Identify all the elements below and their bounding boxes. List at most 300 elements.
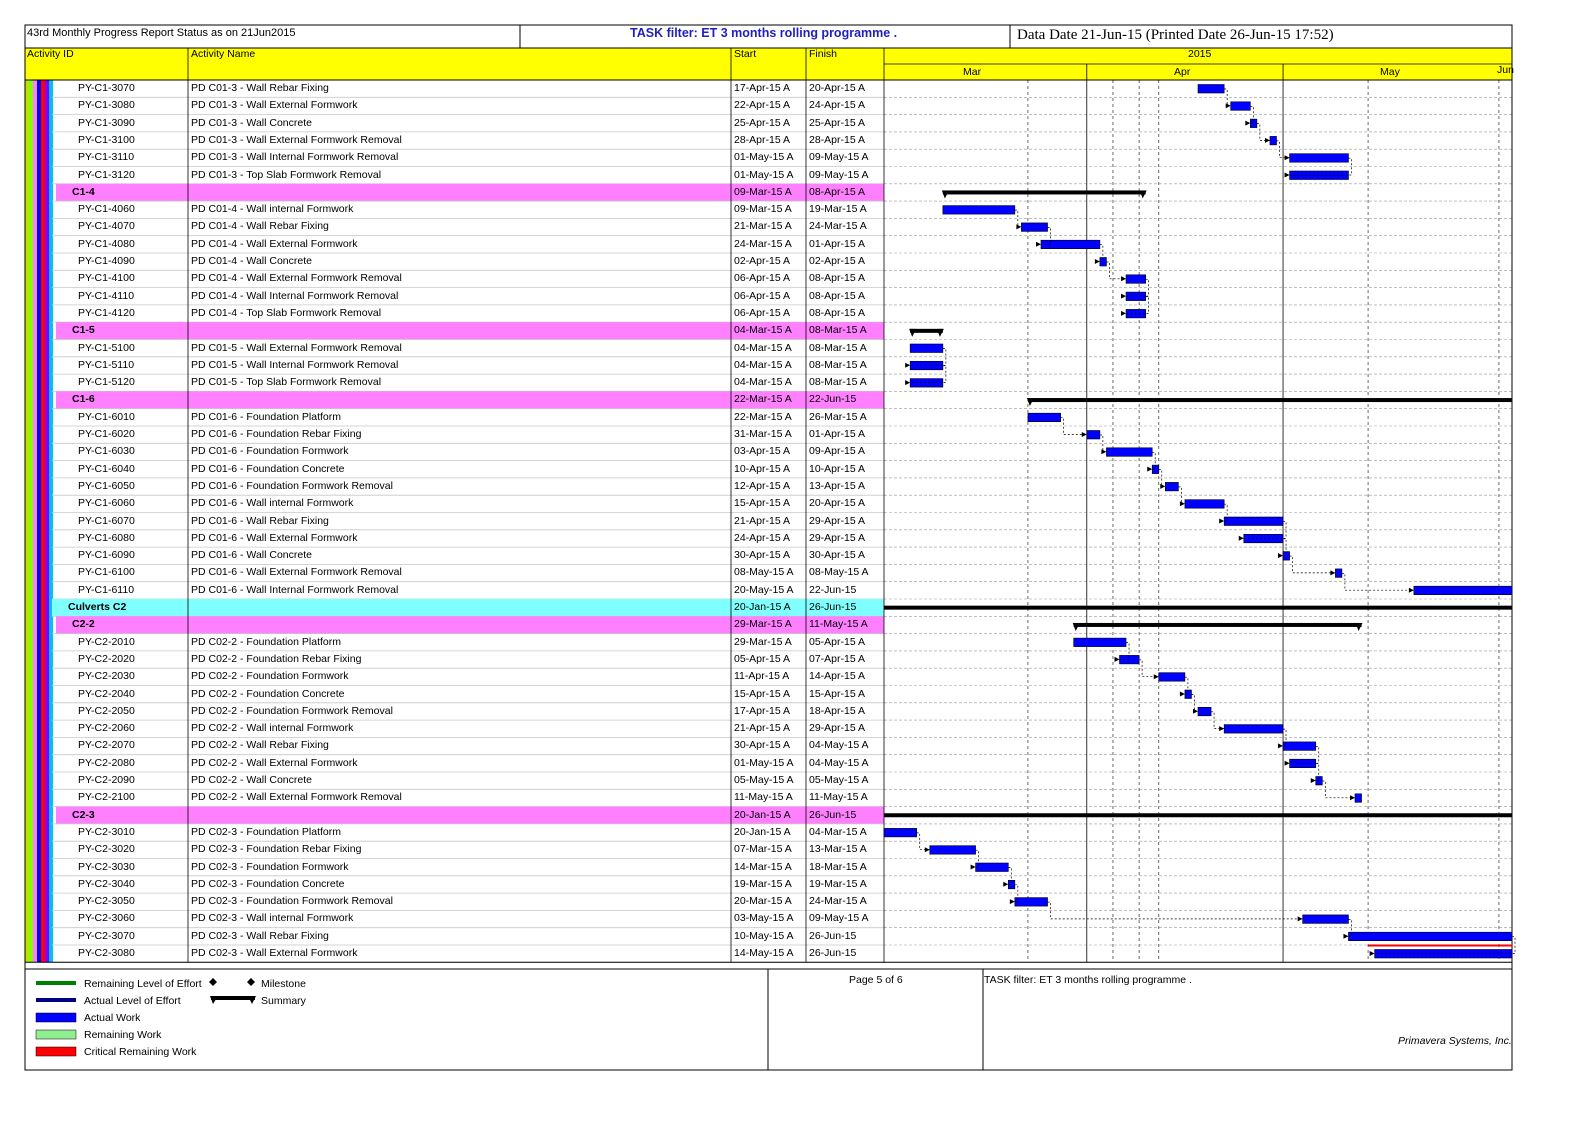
activity-name-cell: PD C02-3 - Foundation Rebar Fixing	[191, 843, 362, 856]
dependency-arrow	[1330, 570, 1335, 575]
activity-id-cell: PY-C1-6050	[78, 479, 135, 492]
finish-cell: 04-May-15 A	[809, 756, 869, 769]
dependency-arrow	[1409, 588, 1414, 593]
actual-work-bar	[1303, 915, 1349, 924]
activity-id-cell: PY-C2-3060	[78, 912, 135, 925]
dependency-arrow	[1180, 501, 1185, 506]
activity-name-cell: PD C02-3 - Foundation Concrete	[191, 877, 345, 890]
legend-remaining-level-label: Remaining Level of Effort	[84, 978, 202, 990]
activity-name-cell: PD C01-6 - Foundation Formwork Removal	[191, 479, 393, 492]
summary-bar	[943, 190, 1146, 194]
dependency-arrow	[1239, 536, 1244, 541]
year-label: 2015	[1188, 48, 1212, 60]
activity-name-cell: PD C01-3 - Wall External Formwork	[191, 99, 358, 112]
dependency-arrow	[1285, 173, 1290, 178]
col-activity-name[interactable]: Activity Name	[191, 48, 256, 60]
activity-name-cell: PD C01-6 - Foundation Rebar Fixing	[191, 428, 362, 440]
dependency-arrow	[1311, 778, 1316, 783]
dependency-link	[1257, 124, 1270, 141]
activity-name-cell: PD C01-6 - Foundation Formwork	[191, 445, 349, 458]
col-activity-id[interactable]: Activity ID	[27, 48, 74, 60]
start-cell: 22-Mar-15 A	[734, 410, 792, 423]
group-label: C2-3	[72, 808, 95, 821]
legend-milestone-diamond	[247, 978, 255, 986]
start-cell: 30-Apr-15 A	[734, 739, 791, 752]
legend-critical-label: Critical Remaining Work	[84, 1046, 197, 1058]
dependency-arrow	[1285, 155, 1290, 160]
outline-stripe	[33, 80, 37, 962]
finish-cell: 28-Apr-15 A	[809, 133, 866, 146]
activity-id-cell: PY-C2-2090	[78, 774, 135, 786]
actual-work-bar	[1074, 638, 1126, 647]
finish-cell: 09-May-15 A	[809, 151, 869, 164]
activity-id-cell: PY-C2-3020	[78, 843, 135, 856]
summary-bar	[884, 813, 1512, 817]
activity-id-cell: PY-C1-6100	[78, 566, 135, 579]
finish-cell: 09-May-15 A	[809, 168, 869, 181]
dependency-link	[917, 833, 930, 850]
dependency-arrow	[1010, 899, 1015, 904]
activity-id-cell: PY-C1-4100	[78, 272, 135, 285]
start-cell: 10-May-15 A	[734, 929, 794, 942]
activity-name-cell: PD C01-6 - Foundation Platform	[191, 410, 341, 423]
actual-work-bar	[1198, 707, 1211, 716]
start-cell: 01-May-15 A	[734, 151, 794, 164]
activity-id-cell: PY-C1-4070	[78, 220, 135, 233]
activity-name-cell: PD C02-2 - Wall External Formwork Removal	[191, 791, 402, 804]
activity-name-cell: PD C02-3 - Foundation Formwork Removal	[191, 895, 393, 908]
finish-cell: 11-May-15 A	[809, 618, 868, 631]
report-title: 43rd Monthly Progress Report Status as on 21Jun2015	[27, 27, 296, 39]
finish-cell: 26-Jun-15	[809, 929, 857, 942]
activity-name-cell: PD C02-3 - Foundation Formwork	[191, 860, 349, 873]
start-cell: 22-Apr-15 A	[734, 99, 791, 112]
finish-cell: 04-May-15 A	[809, 739, 869, 752]
activity-id-cell: PY-C1-4090	[78, 255, 135, 267]
start-cell: 21-Mar-15 A	[734, 220, 792, 233]
activity-name-cell: PD C01-3 - Wall External Formwork Removal	[191, 133, 402, 146]
activity-name-cell: PD C02-3 - Wall Rebar Fixing	[191, 929, 329, 942]
finish-cell: 01-Apr-15 A	[809, 428, 866, 440]
dependency-arrow	[1101, 449, 1106, 454]
activity-name-cell: PD C02-3 - Wall External Formwork	[191, 947, 358, 959]
actual-work-bar	[976, 863, 1009, 872]
activity-id-cell: PY-C1-4060	[78, 203, 135, 216]
activity-id-cell: PY-C1-6030	[78, 445, 135, 458]
actual-work-bar	[884, 828, 917, 837]
summary-bar	[1028, 398, 1512, 402]
finish-cell: 20-Apr-15 A	[809, 497, 866, 510]
finish-cell: 09-May-15 A	[809, 912, 869, 925]
dependency-arrow	[1121, 276, 1126, 281]
start-cell: 05-Apr-15 A	[734, 652, 791, 665]
activity-name-cell: PD C01-3 - Top Slab Formwork Removal	[191, 168, 382, 181]
start-cell: 30-Apr-15 A	[734, 549, 791, 562]
activity-name-cell: PD C01-5 - Wall Internal Formwork Removal	[191, 358, 399, 371]
activity-id-cell: PY-C2-2020	[78, 652, 135, 665]
legend-remaining-work-swatch	[36, 1030, 76, 1039]
finish-cell: 04-Mar-15 A	[809, 825, 867, 838]
finish-cell: 09-Apr-15 A	[809, 445, 866, 458]
finish-cell: 08-Apr-15 A	[809, 306, 866, 319]
activity-id-cell: PY-C1-4110	[78, 289, 135, 302]
activity-name-cell: PD C02-2 - Wall Concrete	[191, 774, 312, 786]
activity-name-cell: PD C01-6 - Wall Concrete	[191, 549, 312, 562]
activity-id-cell: PY-C1-6010	[78, 410, 135, 423]
start-cell: 09-Mar-15 A	[734, 185, 792, 198]
start-cell: 21-Apr-15 A	[734, 514, 791, 527]
actual-work-bar	[1355, 794, 1362, 803]
page-number: Page 5 of 6	[849, 974, 903, 986]
activity-id-cell: PY-C1-6080	[78, 531, 135, 544]
dependency-arrow	[1003, 882, 1008, 887]
activity-id-cell: PY-C2-2030	[78, 670, 135, 683]
dependency-arrow	[1193, 709, 1198, 714]
finish-cell: 10-Apr-15 A	[809, 462, 866, 475]
group-label: C1-4	[72, 185, 95, 198]
start-cell: 04-Mar-15 A	[734, 341, 792, 354]
activity-id-cell: PY-C2-3050	[78, 895, 135, 908]
start-cell: 14-May-15 A	[734, 947, 794, 959]
start-cell: 05-May-15 A	[734, 774, 794, 786]
actual-work-bar	[1028, 413, 1061, 422]
actual-work-bar	[1290, 154, 1349, 163]
activity-name-cell: PD C02-2 - Foundation Platform	[191, 635, 341, 648]
activity-id-cell: PY-C2-3010	[78, 825, 135, 838]
finish-cell: 26-Jun-15	[809, 601, 857, 613]
finish-cell: 22-Jun-15	[809, 583, 857, 596]
start-cell: 14-Mar-15 A	[734, 860, 792, 873]
dependency-link	[1342, 573, 1414, 590]
finish-cell: 14-Apr-15 A	[809, 670, 866, 683]
start-cell: 01-May-15 A	[734, 756, 794, 769]
finish-cell: 19-Mar-15 A	[809, 203, 867, 216]
start-cell: 06-Apr-15 A	[734, 306, 791, 319]
finish-cell: 29-Apr-15 A	[809, 722, 866, 735]
activity-id-cell: PY-C1-3070	[78, 82, 135, 94]
legend-critical-swatch	[36, 1047, 76, 1056]
activity-id-cell: PY-C1-4080	[78, 237, 135, 250]
dependency-arrow	[925, 847, 930, 852]
finish-cell: 26-Mar-15 A	[809, 410, 867, 423]
activity-id-cell: PY-C2-3070	[78, 929, 135, 942]
finish-cell: 19-Mar-15 A	[809, 877, 867, 890]
activity-id-cell: PY-C1-5100	[78, 341, 135, 354]
company-name: Primavera Systems, Inc.	[1398, 1035, 1512, 1047]
finish-cell: 26-Jun-15	[809, 808, 857, 821]
finish-cell: 08-Apr-15 A	[809, 272, 866, 285]
dependency-arrow	[1278, 553, 1283, 558]
activity-name-cell: PD C01-4 - Wall Internal Formwork Removal	[191, 289, 399, 302]
activity-id-cell: PY-C1-3120	[78, 168, 135, 181]
start-cell: 17-Apr-15 A	[734, 82, 791, 94]
dependency-link	[1211, 712, 1224, 729]
actual-work-bar	[910, 344, 943, 353]
activity-id-cell: PY-C2-3040	[78, 877, 135, 890]
actual-work-bar	[1414, 586, 1512, 595]
actual-work-bar	[1021, 223, 1047, 232]
finish-cell: 08-Mar-15 A	[809, 324, 867, 337]
start-cell: 06-Apr-15 A	[734, 272, 791, 285]
dependency-arrow	[1121, 294, 1126, 299]
start-cell: 03-May-15 A	[734, 912, 794, 925]
legend-remaining-work-label: Remaining Work	[84, 1029, 162, 1041]
activity-id-cell: PY-C2-3080	[78, 947, 135, 959]
activity-name-cell: PD C02-2 - Foundation Concrete	[191, 687, 345, 700]
actual-work-bar	[910, 361, 943, 370]
col-finish[interactable]: Finish	[809, 48, 838, 60]
actual-work-bar	[1198, 85, 1224, 94]
actual-work-bar	[1165, 482, 1178, 491]
finish-cell: 02-Apr-15 A	[809, 255, 866, 267]
dependency-arrow	[1285, 761, 1290, 766]
activity-name-cell: PD C01-3 - Wall Concrete	[191, 116, 312, 129]
finish-cell: 24-Apr-15 A	[809, 99, 866, 112]
actual-work-bar	[1106, 448, 1152, 457]
start-cell: 24-Apr-15 A	[734, 531, 791, 544]
activity-id-cell: PY-C1-5110	[78, 358, 135, 371]
actual-work-bar	[1126, 275, 1146, 284]
activity-id-cell: PY-C1-6070	[78, 514, 135, 527]
finish-cell: 07-Apr-15 A	[809, 652, 866, 665]
start-cell: 25-Apr-15 A	[734, 116, 791, 129]
dependency-arrow	[1226, 103, 1231, 108]
finish-cell: 15-Apr-15 A	[809, 687, 866, 700]
group-label: C1-5	[72, 324, 95, 337]
activity-id-cell: PY-C2-2070	[78, 739, 135, 752]
activity-name-cell: PD C01-4 - Wall Rebar Fixing	[191, 220, 329, 233]
finish-cell: 29-Apr-15 A	[809, 531, 866, 544]
dependency-arrow	[1160, 484, 1165, 489]
start-cell: 09-Mar-15 A	[734, 203, 792, 216]
start-cell: 20-Mar-15 A	[734, 895, 792, 908]
activity-id-cell: PY-C1-5120	[78, 376, 135, 389]
activity-name-cell: PD C01-6 - Wall External Formwork	[191, 531, 358, 544]
start-cell: 07-Mar-15 A	[734, 843, 792, 856]
finish-cell: 05-Apr-15 A	[809, 635, 866, 648]
start-cell: 22-Mar-15 A	[734, 393, 792, 406]
dependency-arrow	[1278, 743, 1283, 748]
activity-name-cell: PD C01-4 - Wall External Formwork	[191, 237, 358, 250]
activity-id-cell: PY-C2-2010	[78, 635, 135, 648]
month-may: May	[1380, 66, 1400, 78]
actual-work-bar	[943, 206, 1015, 215]
footer-filter: TASK filter: ET 3 months rolling programme .	[984, 974, 1192, 986]
start-cell: 04-Mar-15 A	[734, 358, 792, 371]
dependency-arrow	[1219, 726, 1224, 731]
legend-actual-level-label: Actual Level of Effort	[84, 995, 181, 1007]
legend-summary-label: Summary	[261, 995, 306, 1007]
finish-cell: 11-May-15 A	[809, 791, 868, 804]
finish-cell: 22-Jun-15	[809, 393, 857, 406]
actual-work-bar	[1348, 932, 1512, 941]
finish-cell: 26-Jun-15	[809, 947, 857, 959]
activity-name-cell: PD C01-4 - Top Slab Formwork Removal	[191, 306, 382, 319]
activity-id-cell: PY-C1-3080	[78, 99, 135, 112]
activity-name-cell: PD C01-3 - Wall Rebar Fixing	[191, 82, 329, 94]
finish-cell: 08-Apr-15 A	[809, 289, 866, 302]
activity-name-cell: PD C01-3 - Wall Internal Formwork Removal	[191, 151, 399, 164]
actual-work-bar	[1375, 950, 1512, 959]
activity-name-cell: PD C02-2 - Wall Rebar Fixing	[191, 739, 329, 752]
legend-milestone-label: Milestone	[261, 978, 306, 990]
dependency-arrow	[1115, 657, 1120, 662]
activity-name-cell: PD C01-4 - Wall External Formwork Removal	[191, 272, 402, 285]
actual-work-bar	[1270, 136, 1277, 145]
actual-work-bar	[1224, 725, 1283, 734]
legend-remaining-level-swatch	[36, 981, 76, 985]
activity-id-cell: PY-C1-3100	[78, 133, 135, 146]
dependency-arrow	[1370, 951, 1375, 956]
start-cell: 11-May-15 A	[734, 791, 793, 804]
activity-name-cell: PD C01-5 - Wall External Formwork Removal	[191, 341, 402, 354]
start-cell: 04-Mar-15 A	[734, 376, 792, 389]
dependency-arrow	[1082, 432, 1087, 437]
filter-title: TASK filter: ET 3 months rolling programme .	[630, 26, 898, 40]
actual-work-bar	[1015, 898, 1048, 907]
month-apr: Apr	[1174, 66, 1191, 78]
start-cell: 24-Mar-15 A	[734, 237, 792, 250]
finish-cell: 01-Apr-15 A	[809, 237, 866, 250]
start-cell: 28-Apr-15 A	[734, 133, 791, 146]
dependency-arrow	[1036, 242, 1041, 247]
summary-bar	[884, 606, 1512, 610]
activity-id-cell: PY-C1-6020	[78, 428, 135, 440]
activity-name-cell: PD C02-2 - Wall internal Formwork	[191, 722, 354, 735]
month-mar: Mar	[963, 66, 982, 78]
finish-cell: 05-May-15 A	[809, 774, 869, 786]
group-label: C1-6	[72, 393, 95, 406]
dependency-arrow	[1095, 259, 1100, 264]
actual-work-bar	[930, 846, 976, 855]
activity-id-cell: PY-C1-6090	[78, 549, 135, 562]
start-cell: 08-May-15 A	[734, 566, 794, 579]
dependency-arrow	[1245, 121, 1250, 126]
dependency-arrow	[905, 380, 910, 385]
start-cell: 06-Apr-15 A	[734, 289, 791, 302]
legend-actual-work-swatch	[36, 1013, 76, 1022]
activity-name-cell: PD C02-3 - Wall internal Formwork	[191, 912, 354, 925]
outline-stripe	[29, 80, 33, 962]
dependency-arrow	[1350, 795, 1355, 800]
activity-name-cell: PD C01-6 - Foundation Concrete	[191, 462, 345, 475]
finish-cell: 24-Mar-15 A	[809, 895, 867, 908]
activity-id-cell: PY-C2-3030	[78, 860, 135, 873]
finish-cell: 24-Mar-15 A	[809, 220, 867, 233]
legend-actual-level-swatch	[36, 998, 76, 1002]
activity-name-cell: PD C01-4 - Wall Concrete	[191, 255, 312, 267]
legend-actual-work-label: Actual Work	[84, 1012, 141, 1024]
finish-cell: 30-Apr-15 A	[809, 549, 866, 562]
activity-name-cell: PD C01-6 - Wall internal Formwork	[191, 497, 354, 510]
dependency-arrow	[1121, 311, 1126, 316]
start-cell: 17-Apr-15 A	[734, 704, 791, 717]
activity-id-cell: PY-C1-3110	[78, 151, 135, 164]
start-cell: 20-Jan-15 A	[734, 808, 791, 821]
activity-id-cell: PY-C1-3090	[78, 116, 135, 129]
start-cell: 02-Apr-15 A	[734, 255, 791, 267]
actual-work-bar	[910, 379, 943, 388]
start-cell: 21-Apr-15 A	[734, 722, 791, 735]
activity-id-cell: PY-C2-2100	[78, 791, 135, 804]
dependency-arrow	[971, 865, 976, 870]
finish-cell: 08-Mar-15 A	[809, 358, 867, 371]
col-start[interactable]: Start	[734, 48, 757, 60]
activity-name-cell: PD C02-3 - Foundation Platform	[191, 825, 341, 838]
finish-cell: 25-Apr-15 A	[809, 116, 866, 129]
dependency-arrow	[905, 363, 910, 368]
activity-name-cell: PD C02-2 - Foundation Formwork	[191, 670, 349, 683]
activity-name-cell: PD C01-6 - Wall Rebar Fixing	[191, 514, 329, 527]
dependency-arrow	[1265, 138, 1270, 143]
start-cell: 31-Mar-15 A	[734, 428, 792, 440]
finish-cell: 08-Mar-15 A	[809, 376, 867, 389]
actual-work-bar	[1185, 500, 1224, 509]
dependency-arrow	[1154, 674, 1159, 679]
start-cell: 11-Apr-15 A	[734, 670, 790, 683]
actual-work-bar	[1283, 742, 1316, 751]
activity-name-cell: PD C01-4 - Wall internal Formwork	[191, 203, 354, 216]
activity-name-cell: PD C01-6 - Wall External Formwork Removal	[191, 566, 402, 579]
activity-name-cell: PD C01-6 - Wall Internal Formwork Removal	[191, 583, 399, 596]
actual-work-bar	[1335, 569, 1342, 578]
finish-cell: 29-Apr-15 A	[809, 514, 866, 527]
activity-id-cell: PY-C2-2060	[78, 722, 135, 735]
activity-name-cell: PD C02-2 - Wall External Formwork	[191, 756, 358, 769]
finish-cell: 13-Apr-15 A	[809, 479, 866, 492]
activity-id-cell: PY-C2-2050	[78, 704, 135, 717]
finish-cell: 20-Apr-15 A	[809, 82, 866, 94]
start-cell: 15-Apr-15 A	[734, 497, 791, 510]
actual-work-bar	[1087, 431, 1100, 440]
start-cell: 20-Jan-15 A	[734, 601, 791, 613]
outline-stripe	[37, 80, 41, 962]
activity-id-cell: PY-C2-2040	[78, 687, 135, 700]
start-cell: 19-Mar-15 A	[734, 877, 792, 890]
outline-stripe	[41, 80, 45, 962]
data-date: Data Date 21-Jun-15 (Printed Date 26-Jun-15 17:52)	[1017, 27, 1334, 43]
dependency-arrow	[1343, 934, 1348, 939]
outline-stripe	[45, 80, 49, 962]
actual-work-bar	[1224, 517, 1283, 526]
activity-id-cell: PY-C1-6110	[78, 583, 135, 596]
activity-id-cell: PY-C1-4120	[78, 306, 135, 319]
summary-bar	[1074, 623, 1362, 627]
finish-cell: 13-Mar-15 A	[809, 843, 867, 856]
start-cell: 29-Mar-15 A	[734, 618, 792, 631]
finish-cell: 18-Apr-15 A	[809, 704, 866, 717]
legend-milestone-diamond	[209, 978, 217, 986]
start-cell: 03-Apr-15 A	[734, 445, 791, 458]
start-cell: 12-Apr-15 A	[734, 479, 791, 492]
actual-work-bar	[1159, 673, 1185, 682]
actual-work-bar	[1231, 102, 1251, 111]
activity-id-cell: PY-C2-2080	[78, 756, 135, 769]
activity-name-cell: PD C02-2 - Foundation Formwork Removal	[191, 704, 393, 717]
start-cell: 20-Jan-15 A	[734, 825, 791, 838]
finish-cell: 08-May-15 A	[809, 566, 869, 579]
dependency-arrow	[1147, 467, 1152, 472]
outline-stripe	[25, 80, 29, 962]
group-label: Culverts C2	[68, 601, 127, 613]
start-cell: 15-Apr-15 A	[734, 687, 791, 700]
start-cell: 29-Mar-15 A	[734, 635, 792, 648]
dependency-arrow	[1016, 224, 1021, 229]
activity-id-cell: PY-C1-6040	[78, 462, 135, 475]
activity-name-cell: PD C02-2 - Foundation Rebar Fixing	[191, 652, 362, 665]
finish-cell: 18-Mar-15 A	[809, 860, 867, 873]
dependency-arrow	[1298, 916, 1303, 921]
